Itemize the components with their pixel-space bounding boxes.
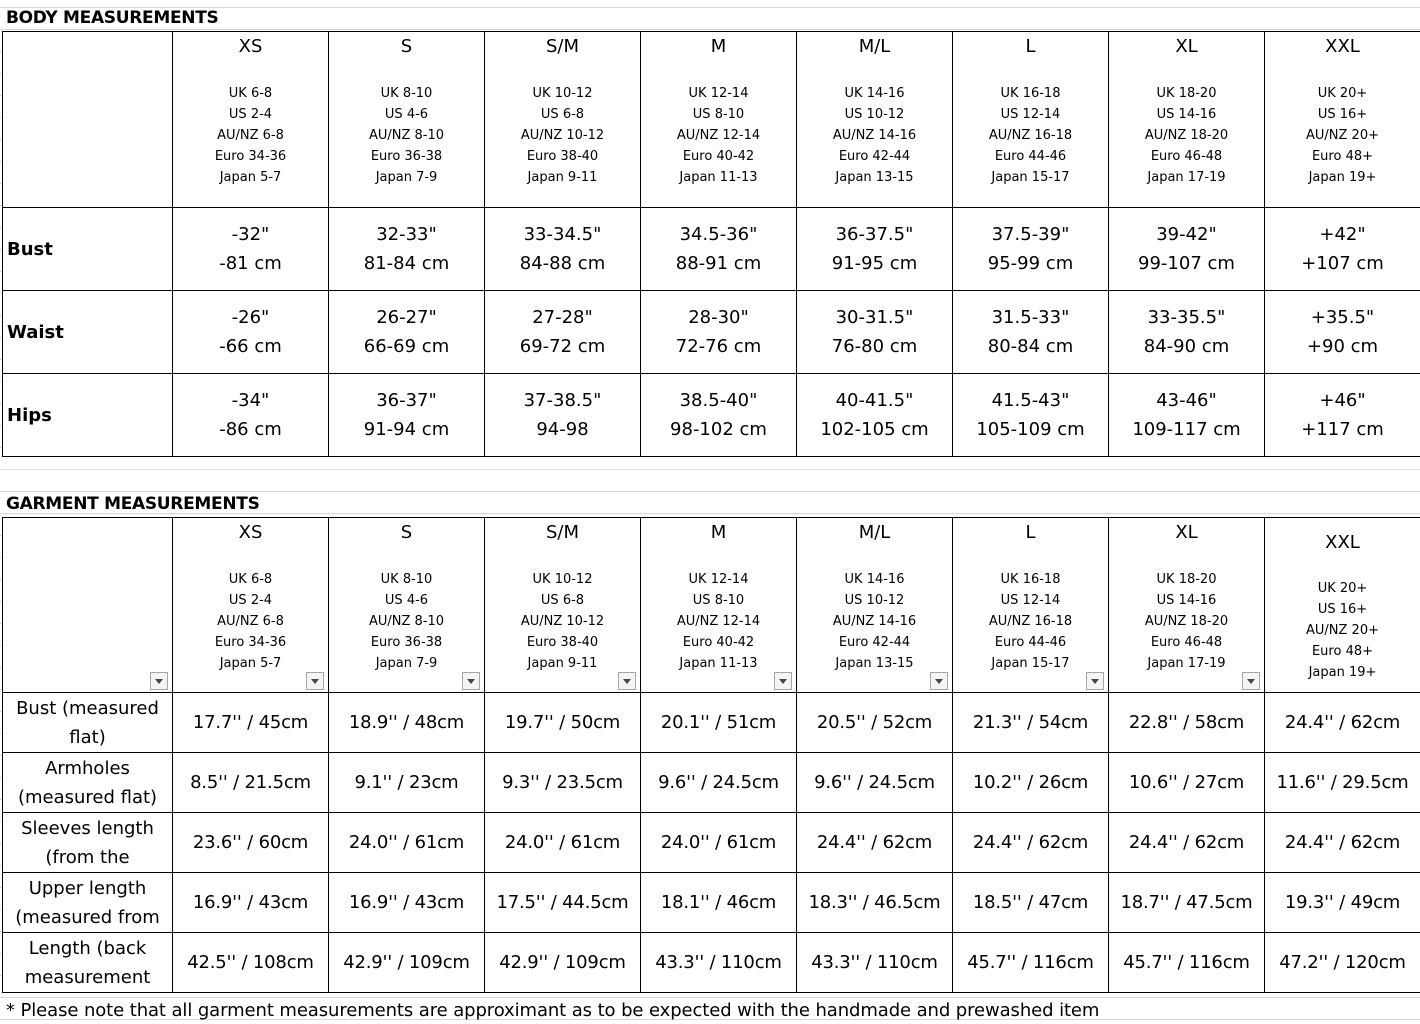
garment-row [3,753,1420,813]
measurement-cell[interactable] [641,374,797,457]
size-label: S [400,36,413,57]
cm-value: 98-102 cm [670,419,767,440]
garment-row [3,873,1420,933]
size-conversion-line: Japan 7-9 [375,170,438,185]
size-conversions [329,83,484,188]
size-conversion-line: Euro 48+ [1311,644,1374,659]
measurement-cell[interactable]: 42.5'' / 108cm [173,933,329,993]
body-size-header-cell[interactable] [329,32,485,208]
size-label: L [1025,36,1036,57]
measurement-cell[interactable]: 11.6'' / 29.5cm [1265,753,1420,813]
size-conversion-line: Euro 40-42 [682,635,755,650]
size-conversion-line: US 6-8 [540,593,585,608]
measurement-cell[interactable]: 10.6'' / 27cm [1109,753,1265,813]
inch-value: 30-31.5" [835,307,914,328]
cm-value: 72-76 cm [675,336,762,357]
size-conversion-line: Japan 15-17 [991,170,1070,185]
size-conversion-line: US 4-6 [384,593,429,608]
size-conversion-line: Euro 34-36 [214,635,287,650]
row-label-line: Sleeves length [21,818,154,839]
size-conversion-line: UK 20+ [1317,86,1368,101]
row-label[interactable]: Hips [3,374,173,457]
body-header-row [3,32,1420,208]
measurement-cell[interactable]: 23.6'' / 60cm [173,813,329,873]
size-conversions [173,569,328,674]
measurement-cell[interactable]: 24.4'' / 62cm [953,813,1109,873]
cm-value: 95-99 cm [987,253,1074,274]
measurement-cell[interactable]: 18.9'' / 48cm [329,693,485,753]
cm-value: 84-90 cm [1143,336,1230,357]
size-conversion-line: UK 20+ [1317,581,1368,596]
cm-value: +107 cm [1301,253,1384,274]
inch-value: 37.5-39" [991,224,1070,245]
size-conversion-line: Euro 44-46 [994,149,1067,164]
measurement-cell[interactable] [329,208,485,291]
cm-value: 84-88 cm [519,253,606,274]
body-size-header-cell[interactable] [641,32,797,208]
inch-value: -34" [231,390,270,411]
size-conversion-line: UK 6-8 [228,572,273,587]
cm-value: -86 cm [219,419,282,440]
measurement-cell[interactable]: 19.7'' / 50cm [485,693,641,753]
row-label-line: measurement [24,967,151,988]
size-label: S/M [545,522,580,543]
row-label[interactable] [3,693,173,753]
size-label: M [710,522,727,543]
inch-value: 32-33" [376,224,437,245]
cm-value: +117 cm [1301,419,1384,440]
size-conversion-line: AU/NZ 8-10 [368,614,445,629]
size-conversion-line: US 10-12 [844,107,905,122]
filter-dropdown-icon[interactable] [462,672,480,690]
inch-value: 31.5-33" [991,307,1070,328]
body-size-header-cell[interactable] [797,32,953,208]
measurement-cell[interactable]: 24.4'' / 62cm [1265,693,1420,753]
measurement-cell[interactable] [173,291,329,374]
measurement-cell[interactable]: 24.4'' / 62cm [1265,813,1420,873]
measurement-cell[interactable]: 18.5'' / 47cm [953,873,1109,933]
row-label-line: (measured from [15,907,160,928]
row-label-line: Length (back [28,938,147,959]
measurement-cell[interactable] [797,374,953,457]
size-conversion-line: AU/NZ 10-12 [520,614,605,629]
size-conversion-line: UK 12-14 [688,86,749,101]
body-measurements-table [2,31,1420,457]
measurement-cell[interactable] [1109,374,1265,457]
body-size-header-cell[interactable] [1265,32,1420,208]
size-conversion-line: UK 8-10 [380,86,433,101]
size-conversion-line: US 12-14 [1000,593,1061,608]
size-conversion-line: Japan 19+ [1308,170,1377,185]
size-conversion-line: AU/NZ 20+ [1306,623,1379,638]
size-conversion-line: Japan 17-19 [1147,170,1226,185]
size-conversion-line: AU/NZ 16-18 [988,128,1073,143]
size-conversion-line: UK 16-18 [1000,572,1061,587]
inch-value: 34.5-36" [679,224,758,245]
size-conversion-line: AU/NZ 14-16 [832,614,917,629]
inch-value: 38.5-40" [679,390,758,411]
size-conversion-line: Euro 38-40 [526,149,599,164]
garment-measurements-title: GARMENT MEASUREMENTS [6,494,260,514]
size-conversion-line: Japan 15-17 [991,656,1070,671]
cm-value: 109-117 cm [1132,419,1241,440]
measurement-cell[interactable]: 21.3'' / 54cm [953,693,1109,753]
measurement-cell[interactable]: 43.3'' / 110cm [641,933,797,993]
size-conversion-line: Japan 13-15 [835,170,914,185]
size-conversion-line: AU/NZ 18-20 [1144,614,1229,629]
cm-value: -66 cm [219,336,282,357]
size-conversions [797,569,952,674]
inch-value: +46" [1319,390,1366,411]
size-conversion-line: Euro 44-46 [994,635,1067,650]
measurement-cell[interactable] [953,208,1109,291]
cm-value: 99-107 cm [1138,253,1235,274]
measurement-cell[interactable]: 20.1'' / 51cm [641,693,797,753]
size-conversion-line: Euro 36-38 [370,635,443,650]
size-conversion-line: UK 12-14 [688,572,749,587]
garment-size-header-cell[interactable] [1109,518,1265,693]
size-conversion-line: US 16+ [1317,602,1368,617]
size-conversion-line: UK 18-20 [1156,572,1217,587]
row-label-line: Bust (measured [16,698,159,719]
measurement-cell[interactable]: 24.4'' / 62cm [1109,813,1265,873]
measurement-cell[interactable]: 24.0'' / 61cm [485,813,641,873]
size-conversion-line: Euro 40-42 [682,149,755,164]
measurement-cell[interactable] [329,291,485,374]
size-conversion-line: AU/NZ 10-12 [520,128,605,143]
size-conversion-line: US 8-10 [692,593,745,608]
measurement-cell[interactable] [1265,374,1420,457]
garment-size-header-cell[interactable] [953,518,1109,693]
size-conversion-line: US 8-10 [692,107,745,122]
body-row-bust [3,208,1420,291]
inch-value: 41.5-43" [991,390,1070,411]
size-conversion-line: AU/NZ 14-16 [832,128,917,143]
filter-dropdown-icon[interactable] [774,672,792,690]
size-conversion-line: AU/NZ 12-14 [676,614,761,629]
measurement-cell[interactable]: 42.9'' / 109cm [485,933,641,993]
size-label: S [400,522,413,543]
inch-value: 39-42" [1156,224,1217,245]
size-conversion-line: Euro 38-40 [526,635,599,650]
size-conversion-line: Euro 48+ [1311,149,1374,164]
size-conversion-line: US 2-4 [228,593,273,608]
measurement-cell[interactable]: 18.7'' / 47.5cm [1109,873,1265,933]
size-conversion-line: Euro 36-38 [370,149,443,164]
measurement-cell[interactable]: 9.3'' / 23.5cm [485,753,641,813]
filter-dropdown-icon[interactable] [930,672,948,690]
measurement-cell[interactable] [1265,208,1420,291]
inch-value: 37-38.5" [523,390,602,411]
size-conversion-line: Japan 11-13 [679,170,758,185]
filter-dropdown-icon[interactable] [1086,672,1104,690]
garment-size-header-cell[interactable] [173,518,329,693]
measurement-cell[interactable]: 24.0'' / 61cm [641,813,797,873]
measurement-cell[interactable] [1109,291,1265,374]
cm-value: 88-91 cm [675,253,762,274]
inch-value: 27-28" [532,307,593,328]
inch-value: 40-41.5" [835,390,914,411]
measurement-cell[interactable]: 17.5'' / 44.5cm [485,873,641,933]
body-measurements-title: BODY MEASUREMENTS [6,8,219,28]
size-conversion-line: US 16+ [1317,107,1368,122]
measurement-cell[interactable]: 18.1'' / 46cm [641,873,797,933]
measurement-cell[interactable] [641,208,797,291]
inch-value: -26" [231,307,270,328]
cm-value: 105-109 cm [976,419,1085,440]
measurement-cell[interactable]: 17.7'' / 45cm [173,693,329,753]
size-conversions [1109,83,1264,188]
size-label: M/L [858,522,891,543]
measurement-cell[interactable]: 16.9'' / 43cm [329,873,485,933]
size-conversion-line: Japan 11-13 [679,656,758,671]
size-conversion-line: Euro 42-44 [838,149,911,164]
measurement-cell[interactable]: 8.5'' / 21.5cm [173,753,329,813]
measurement-cell[interactable]: 20.5'' / 52cm [797,693,953,753]
size-label: XXL [1325,36,1360,57]
filter-dropdown-icon[interactable] [150,672,168,690]
cm-value: 91-95 cm [831,253,918,274]
inch-value: -32" [231,224,270,245]
measurement-cell[interactable] [797,208,953,291]
size-conversion-line: Japan 5-7 [219,170,282,185]
size-conversion-line: UK 8-10 [380,572,433,587]
cm-value: +90 cm [1306,336,1379,357]
size-conversion-line: UK 10-12 [532,572,593,587]
size-conversion-line: Japan 19+ [1308,665,1377,680]
size-conversion-line: AU/NZ 20+ [1306,128,1379,143]
size-conversion-line: Japan 7-9 [375,656,438,671]
size-conversions [1265,578,1420,683]
cm-value: 80-84 cm [987,336,1074,357]
size-conversion-line: UK 14-16 [844,86,905,101]
measurement-cell[interactable]: 43.3'' / 110cm [797,933,953,993]
measurement-cell[interactable]: 47.2'' / 120cm [1265,933,1420,993]
garment-row [3,933,1420,993]
measurement-cell[interactable]: 16.9'' / 43cm [173,873,329,933]
size-label: XS [238,522,263,543]
size-conversions [953,83,1108,188]
filter-dropdown-icon[interactable] [1242,672,1260,690]
size-conversion-line: AU/NZ 18-20 [1144,128,1229,143]
cm-value: 69-72 cm [519,336,606,357]
measurement-cell[interactable]: 45.7'' / 116cm [1109,933,1265,993]
size-label: L [1025,522,1036,543]
size-label: XS [238,36,263,57]
measurement-cell[interactable] [329,374,485,457]
size-conversion-line: AU/NZ 6-8 [217,614,284,629]
size-conversion-line: US 14-16 [1156,593,1217,608]
inch-value: 28-30" [688,307,749,328]
measurement-cell[interactable] [173,208,329,291]
size-label: M/L [858,36,891,57]
size-conversions [953,569,1108,674]
garment-measurements-table [2,517,1420,993]
measurement-cell[interactable]: 10.2'' / 26cm [953,753,1109,813]
size-conversion-line: US 4-6 [384,107,429,122]
size-conversion-line: US 12-14 [1000,107,1061,122]
inch-value: 36-37.5" [835,224,914,245]
size-conversions [641,569,796,674]
size-label: XXL [1325,532,1360,553]
inch-value: 33-34.5" [523,224,602,245]
size-conversions [485,83,640,188]
measurement-cell[interactable]: 9.1'' / 23cm [329,753,485,813]
measurement-cell[interactable]: 42.9'' / 109cm [329,933,485,993]
size-conversion-line: Japan 5-7 [219,656,282,671]
body-row-waist [3,291,1420,374]
cm-value: 94-98 [536,419,589,440]
measurement-cell[interactable]: 18.3'' / 46.5cm [797,873,953,933]
garment-row [3,813,1420,873]
row-label[interactable] [3,873,173,933]
size-conversion-line: US 6-8 [540,107,585,122]
size-conversions [329,569,484,674]
filter-dropdown-icon[interactable] [618,672,636,690]
measurement-cell[interactable]: 22.8'' / 58cm [1109,693,1265,753]
row-label-line: flat) [69,727,106,748]
measurement-cell[interactable]: 9.6'' / 24.5cm [797,753,953,813]
size-conversion-line: US 14-16 [1156,107,1217,122]
size-conversion-line: Japan 9-11 [527,656,598,671]
size-conversions [641,83,796,188]
measurement-cell[interactable] [953,291,1109,374]
row-label[interactable]: Bust [3,208,173,291]
measurement-cell[interactable] [1109,208,1265,291]
footnote: * Please note that all garment measurements are approximant as to be expected with the handmade and prewashed item [6,1000,1100,1021]
size-conversions [1109,569,1264,674]
measurement-cell[interactable] [173,374,329,457]
garment-header-corner-cell[interactable] [3,518,173,693]
row-label[interactable] [3,813,173,873]
size-conversion-line: Japan 17-19 [1147,656,1226,671]
row-label[interactable] [3,753,173,813]
body-size-header-cell[interactable] [173,32,329,208]
garment-row [3,693,1420,753]
row-label[interactable]: Waist [3,291,173,374]
filter-dropdown-icon[interactable] [306,672,324,690]
inch-value: 26-27" [376,307,437,328]
measurement-cell[interactable] [485,291,641,374]
inch-value: 36-37" [376,390,437,411]
body-size-header-cell[interactable] [1109,32,1265,208]
measurement-cell[interactable] [953,374,1109,457]
cm-value: 66-69 cm [363,336,450,357]
row-label-line: (measured flat) [17,787,158,808]
row-label-line: (from the [45,847,130,868]
inch-value: 43-46" [1156,390,1217,411]
garment-size-header-cell[interactable] [797,518,953,693]
measurement-cell[interactable]: 45.7'' / 116cm [953,933,1109,993]
garment-size-header-cell[interactable] [485,518,641,693]
garment-header-row [3,518,1420,693]
row-label-line: Upper length [28,878,147,899]
size-conversions [1265,83,1420,188]
size-conversion-line: Japan 9-11 [527,170,598,185]
cm-value: -81 cm [219,253,282,274]
body-row-hips [3,374,1420,457]
size-label: M [710,36,727,57]
cm-value: 76-80 cm [831,336,918,357]
row-label-line: Armholes [45,758,130,779]
body-header-corner-cell[interactable] [3,32,173,208]
measurement-cell[interactable] [485,374,641,457]
measurement-cell[interactable] [1265,291,1420,374]
size-conversion-line: UK 18-20 [1156,86,1217,101]
size-conversion-line: UK 6-8 [228,86,273,101]
cm-value: 102-105 cm [820,419,929,440]
size-conversion-line: US 10-12 [844,593,905,608]
size-conversion-line: Euro 34-36 [214,149,287,164]
garment-size-header-cell[interactable] [641,518,797,693]
measurement-cell[interactable] [485,208,641,291]
size-conversion-line: AU/NZ 16-18 [988,614,1073,629]
size-conversion-line: AU/NZ 12-14 [676,128,761,143]
size-conversions [797,83,952,188]
size-conversion-line: AU/NZ 8-10 [368,128,445,143]
measurement-cell[interactable]: 24.4'' / 62cm [797,813,953,873]
size-conversion-line: Euro 46-48 [1150,149,1223,164]
row-label[interactable] [3,933,173,993]
measurement-cell[interactable]: 24.0'' / 61cm [329,813,485,873]
body-size-header-cell[interactable] [953,32,1109,208]
size-conversion-line: UK 10-12 [532,86,593,101]
measurement-cell[interactable]: 9.6'' / 24.5cm [641,753,797,813]
measurement-cell[interactable] [797,291,953,374]
size-conversions [485,569,640,674]
garment-size-header-cell[interactable] [329,518,485,693]
size-conversion-line: UK 14-16 [844,572,905,587]
size-conversion-line: Euro 42-44 [838,635,911,650]
body-size-header-cell[interactable] [485,32,641,208]
size-conversion-line: US 2-4 [228,107,273,122]
size-label: XL [1175,522,1198,543]
size-conversion-line: UK 16-18 [1000,86,1061,101]
inch-value: 33-35.5" [1147,307,1226,328]
size-conversions [173,83,328,188]
cm-value: 81-84 cm [363,253,450,274]
inch-value: +42" [1319,224,1366,245]
size-conversion-line: Japan 13-15 [835,656,914,671]
garment-size-header-cell[interactable] [1265,518,1420,693]
size-conversion-line: AU/NZ 6-8 [217,128,284,143]
cm-value: 91-94 cm [363,419,450,440]
size-label: XL [1175,36,1198,57]
size-label: S/M [545,36,580,57]
measurement-cell[interactable]: 19.3'' / 49cm [1265,873,1420,933]
inch-value: +35.5" [1310,307,1375,328]
measurement-cell[interactable] [641,291,797,374]
size-conversion-line: Euro 46-48 [1150,635,1223,650]
